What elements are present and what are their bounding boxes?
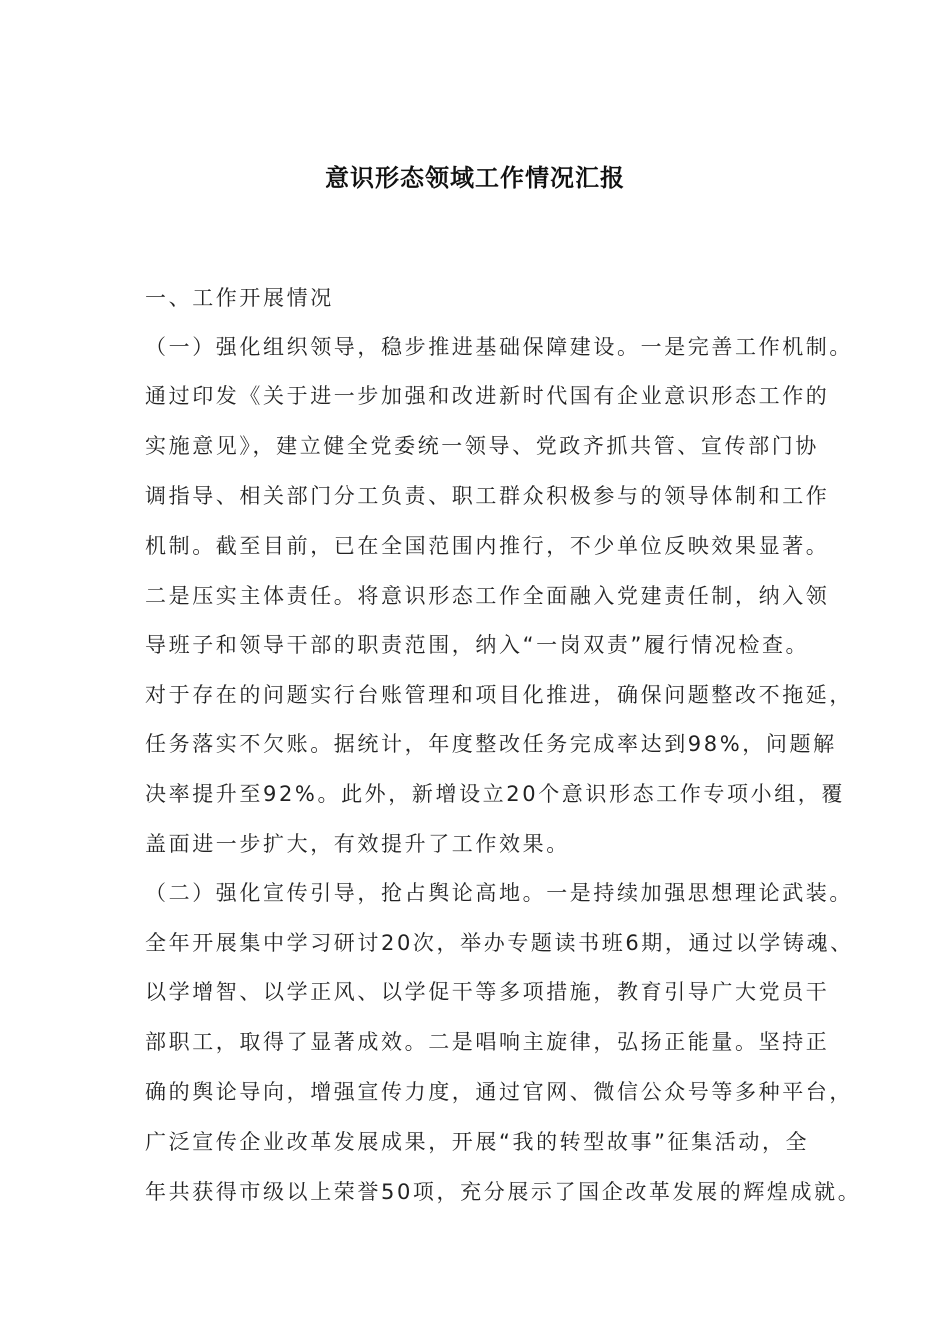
paragraph-line: 导班子和领导干部的职责范围，纳入“一岗双责”履行情况检查。 (145, 633, 810, 657)
paragraph-line: 以学增智、以学正风、以学促干等多项措施，教育引导广大党员干 (145, 980, 830, 1004)
paragraph-line: 年共获得市级以上荣誉50项，充分展示了国企改革发展的辉煌成就。 (145, 1180, 862, 1204)
paragraph-line: 广泛宣传企业改革发展成果，开展“我的转型故事”征集活动，全 (145, 1130, 810, 1154)
paragraph-line: （一）强化组织领导，稳步推进基础保障建设。一是完善工作机制。 (145, 335, 853, 359)
paragraph-line: 对于存在的问题实行台账管理和项目化推进，确保问题整改不拖延， (145, 683, 853, 707)
paragraph-line: （二）强化宣传引导，抢占舆论高地。一是持续加强思想理论武装。 (145, 881, 853, 905)
page-title: 意识形态领域工作情况汇报 (325, 164, 625, 192)
paragraph-line: 调指导、相关部门分工负责、职工群众积极参与的领导体制和工作 (145, 484, 830, 508)
section-heading: 一、工作开展情况 (145, 286, 334, 310)
paragraph-line: 确的舆论导向，增强宣传力度，通过官网、微信公众号等多种平台， (145, 1080, 853, 1104)
paragraph-line: 任务落实不欠账。据统计，年度整改任务完成率达到98%，问题解 (145, 732, 837, 756)
paragraph-line: 全年开展集中学习研讨20次，举办专题读书班6期，通过以学铸魂、 (145, 931, 854, 955)
paragraph-line: 决率提升至92%。此外，新增设立20个意识形态工作专项小组，覆 (145, 782, 845, 806)
paragraph-line: 盖面进一步扩大，有效提升了工作效果。 (145, 832, 570, 856)
paragraph-line: 通过印发《关于进一步加强和改进新时代国有企业意识形态工作的 (145, 384, 830, 408)
paragraph-line: 二是压实主体责任。将意识形态工作全面融入党建责任制，纳入领 (145, 584, 830, 608)
paragraph-line: 机制。截至目前，已在全国范围内推行，不少单位反映效果显著。 (145, 534, 830, 558)
paragraph-line: 实施意见》，建立健全党委统一领导、党政齐抓共管、宣传部门协 (145, 434, 819, 458)
paragraph-line: 部职工，取得了显著成效。二是唱响主旋律，弘扬正能量。坚持正 (145, 1030, 830, 1054)
